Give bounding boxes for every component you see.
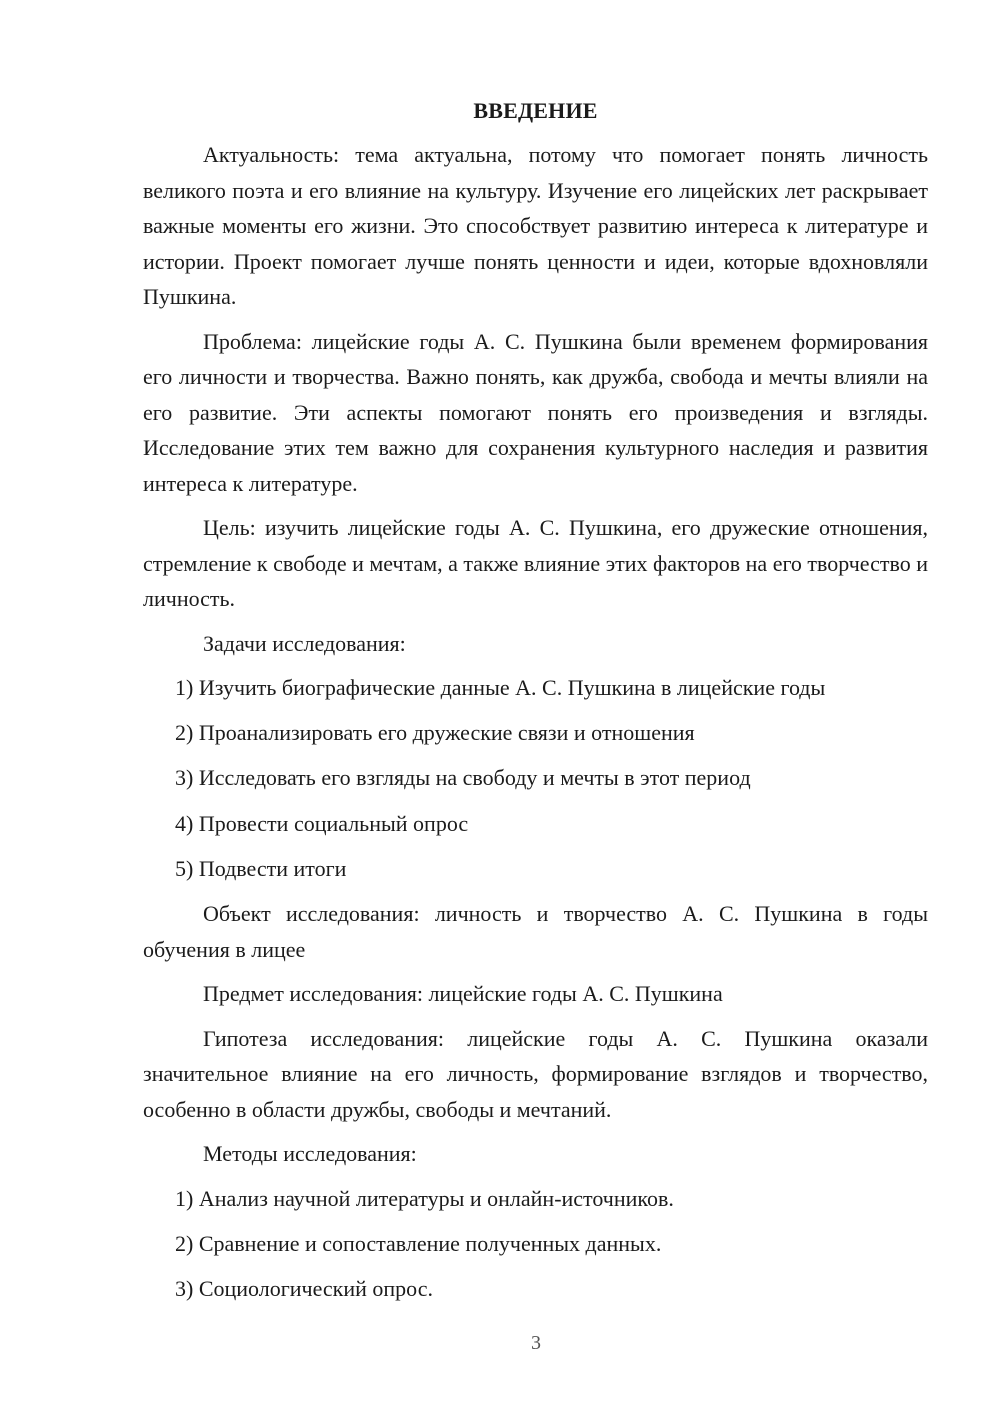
methods-heading: Методы исследования: <box>203 1141 417 1167</box>
tasks-heading: Задачи исследования: <box>203 630 406 656</box>
methods-list <box>143 1181 928 1307</box>
list-item: 2) Сравнение и сопоставление полученных данных. <box>175 1230 662 1256</box>
list-item: 4) Провести социальный опрос <box>175 810 469 836</box>
list-item: 3) Исследовать его взгляды на свободу и мечты в этот период <box>175 765 751 791</box>
list-item: 5) Подвести итоги <box>175 855 347 881</box>
list-item: 3) Социологический опрос. <box>175 1276 433 1302</box>
list-item: 2) Проанализировать его дружеские связи и отношения <box>175 720 695 746</box>
page-content <box>143 95 928 1317</box>
hypothesis-paragraph: Гипотеза исследования: лицейские годы А. С. Пушкина оказали значительное влияние на его личность, формирование взглядов и творчество, особенно в области дружбы, свободы и мечтаний. <box>143 1025 928 1122</box>
relevance-paragraph: Актуальность: тема актуальна, потому что помогает понять личность великого поэта и его влияние на культуру. Изучение его лицейских лет раскрывает важные моменты его жизни. Это способствует развитию интереса к литературе и истории. Проект помогает лучше понять ценности и идеи, которые вдохновляли Пушкина. <box>143 142 928 309</box>
page-number: 3 <box>531 1332 541 1354</box>
goal-paragraph: Цель: изучить лицейские годы А. С. Пушкина, его дружеские отношения, стремление к свободе и мечтам, а также влияние этих факторов на его творчество и личность. <box>143 515 929 611</box>
subject-paragraph: Предмет исследования: лицейские годы А. С. Пушкина <box>203 981 723 1007</box>
page-title: ВВЕДЕНИЕ <box>473 98 598 123</box>
object-paragraph: Объект исследования: личность и творчество А. С. Пушкина в годы обучения в лицее <box>143 901 928 962</box>
problem-paragraph: Проблема: лицейские годы А. С. Пушкина были временем формирования его личности и творчества. Важно понять, как дружба, свобода и мечты влияли на его развитие. Эти аспекты помогают понять его произведения и взгляды. Исследование этих тем важно для сохранения культурного наследия и развития интереса к литературе. <box>143 328 928 496</box>
tasks-list <box>143 670 928 886</box>
list-item: 1) Анализ научной литературы и онлайн-источников. <box>175 1185 674 1211</box>
list-item: 1) Изучить биографические данные А. С. Пушкина в лицейские годы <box>175 675 826 700</box>
